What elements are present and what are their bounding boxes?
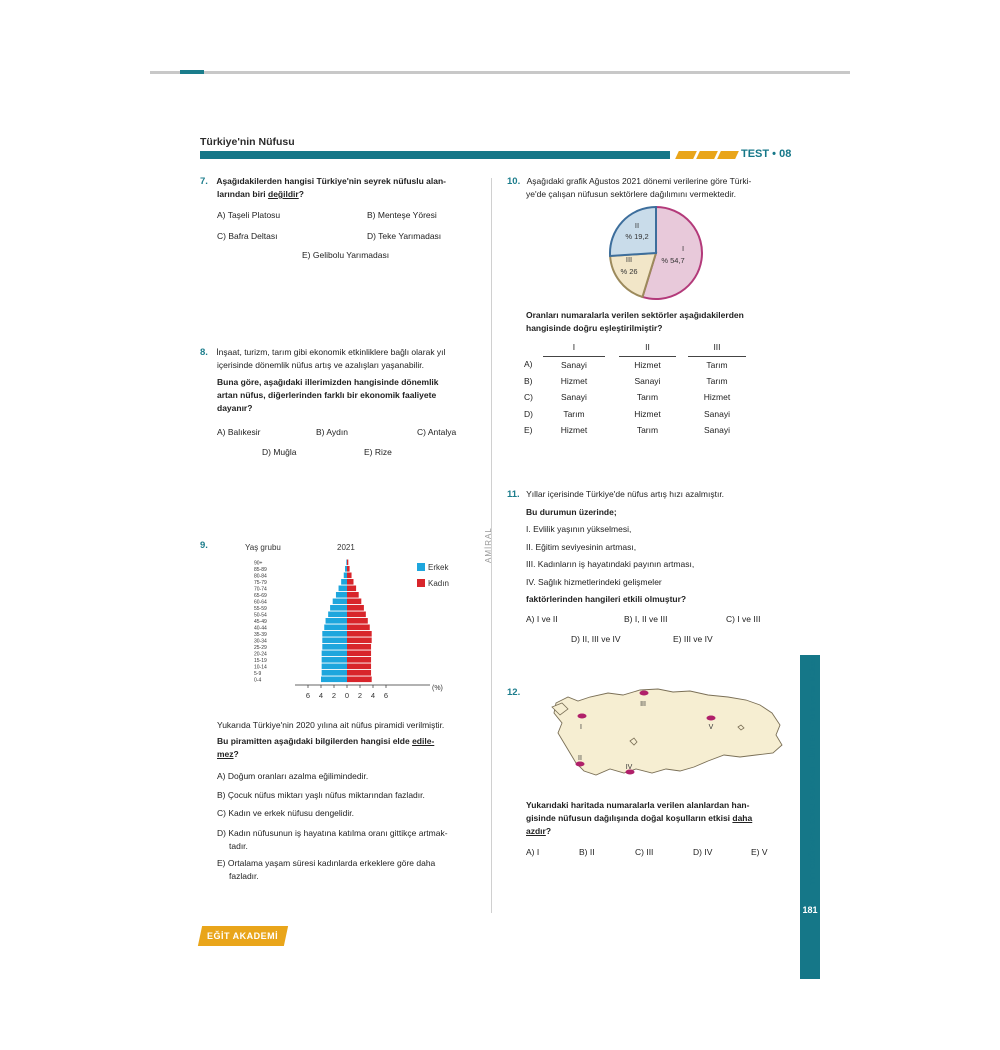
- question-prompt: gisinde nüfusun dağılışında doğal koşulların etkisi: [526, 813, 733, 823]
- pyramid-age-label: 45-49: [254, 619, 267, 625]
- pyramid-bar-female: [347, 677, 372, 683]
- pie-label-ii: II: [634, 221, 640, 230]
- cell: Sanayi: [634, 375, 661, 386]
- question-prompt-emphasis: mez: [217, 749, 234, 759]
- cell: Hizmet: [703, 392, 731, 403]
- question-7: [200, 175, 480, 201]
- pyramid-bar-female: [347, 644, 371, 650]
- pyramid-age-label: 55-59: [254, 606, 267, 612]
- pyramid-age-label: 25-29: [254, 645, 267, 651]
- statement-ii: II. Eğitim seviyesinin artması,: [526, 541, 637, 552]
- question-prompt-emphasis: edile-: [412, 736, 435, 746]
- pyramid-bar-female: [347, 586, 356, 592]
- pyramid-bar-female: [347, 651, 371, 657]
- pyramid-age-label: 75-79: [254, 580, 267, 586]
- row-letter: C): [524, 392, 533, 403]
- pyramid-age-label: 30-34: [254, 638, 267, 645]
- option-b[interactable]: B) II: [579, 847, 595, 857]
- question-stem: Yıllar içerisinde Türkiye'de nüfus artış hızı azalmıştır.: [526, 489, 725, 499]
- statement-iv: IV. Sağlık hizmetlerindeki gelişmeler: [526, 576, 662, 587]
- map-label-i: I: [580, 724, 582, 731]
- option-c[interactable]: C) Antalya: [417, 427, 457, 437]
- pyramid-bar-female: [347, 625, 370, 631]
- option-c[interactable]: C) Bafra Deltası: [217, 231, 278, 241]
- pyramid-bar-male: [339, 586, 347, 592]
- pyramid-bar-female: [347, 664, 371, 670]
- legend-female-label: Kadın: [428, 579, 449, 588]
- question-prompt: dayanır?: [217, 403, 253, 413]
- pie-value-iii: % 26: [620, 267, 638, 276]
- option-a[interactable]: A) Balıkesir: [217, 427, 261, 437]
- pyramid-bar-female: [347, 612, 366, 618]
- pyramid-bar-female: [347, 573, 352, 579]
- pyramid-bar-female: [347, 631, 372, 637]
- cell: Tarım: [706, 375, 728, 386]
- pyramid-age-label: 15-19: [254, 658, 267, 664]
- pyramid-bar-male: [341, 579, 347, 585]
- question-prompt: faktörlerinden hangileri etkili olmuştur?: [526, 594, 687, 604]
- cell: Hizmet: [634, 408, 661, 419]
- question-9-text: [217, 719, 482, 761]
- question-stem: Aşağıdakilerden hangisi Türkiye'nin seyrek nüfuslu alan-: [216, 176, 447, 186]
- pyramid-title: 2021: [337, 543, 355, 552]
- answer-row-a[interactable]: [524, 356, 746, 373]
- pyramid-age-label: 65-69: [254, 593, 267, 599]
- sector-pie-chart: [603, 203, 709, 303]
- header-stripe: [717, 151, 739, 159]
- pyramid-age-label: 80-84: [254, 573, 267, 580]
- question-stem: Aşağıdaki grafik Ağustos 2021 dönemi verilerine göre Türki-: [526, 176, 752, 186]
- pyramid-tick-label: 4: [370, 691, 376, 700]
- question-number: 7.: [200, 176, 208, 187]
- option-d-line: tadır.: [229, 841, 248, 851]
- option-a[interactable]: A) Doğum oranları azalma eğilimindedir.: [217, 771, 369, 781]
- option-d[interactable]: D) Muğla: [262, 447, 297, 457]
- option-b[interactable]: B) I, II ve III: [624, 614, 668, 624]
- question-stem: içerisinde dönemlik nüfus artış ve azalışları yaşanabilir.: [217, 360, 424, 370]
- pyramid-tick-label: 2: [357, 691, 363, 700]
- question-prompt: ?: [545, 826, 552, 836]
- map-area-iii[interactable]: [640, 691, 649, 696]
- pyramid-age-label: 10-14: [254, 664, 267, 671]
- pyramid-bar-female: [347, 599, 361, 605]
- pyramid-bar-male: [328, 612, 347, 618]
- answer-row-b[interactable]: [524, 373, 746, 390]
- pyramid-age-label: 90+: [254, 560, 263, 567]
- legend-male-label: Erkek: [428, 563, 449, 572]
- question-stem-emphasis: değildir: [268, 189, 299, 199]
- pyramid-bar-female: [347, 566, 350, 572]
- pyramid-bar-male: [344, 573, 347, 579]
- pyramid-tick-label: 4: [318, 691, 324, 700]
- cell: Tarım: [636, 425, 659, 436]
- pyramid-age-label: 0-4: [254, 677, 262, 684]
- question-prompt: Oranları numaralarla verilen sektörler aşağıdakilerden: [526, 310, 744, 320]
- header-bar: [200, 151, 670, 159]
- pyramid-bar-male: [322, 638, 347, 644]
- statement-i: I. Evlilik yaşının yükselmesi,: [526, 524, 632, 534]
- question-10-prompt: [526, 309, 796, 335]
- col-header-i: I: [543, 338, 605, 356]
- cell: Tarım: [706, 359, 728, 370]
- question-prompt: hangisinde doğru eşleştirilmiştir?: [526, 323, 663, 333]
- cell: Hizmet: [560, 425, 588, 436]
- pyramid-bar-female: [347, 657, 371, 663]
- pyramid-tick-label: 6: [383, 691, 389, 700]
- question-prompt: ?: [233, 749, 239, 759]
- turkey-map: [548, 683, 788, 788]
- pyramid-bar-female: [347, 605, 364, 611]
- map-area-v[interactable]: [707, 716, 716, 721]
- option-e[interactable]: [217, 857, 435, 883]
- question-prompt: Bu durumun üzerinde;: [526, 506, 617, 517]
- cell: Sanayi: [560, 359, 587, 370]
- option-e-line: E) Ortalama yaşam süresi kadınlarda erkeklere göre daha: [217, 858, 436, 868]
- row-letter: A): [524, 359, 533, 370]
- question-stem: İnşaat, turizm, tarım gibi ekonomik etkinliklere bağlı olarak yıl: [216, 347, 446, 357]
- pyramid-bar-female: [347, 592, 359, 598]
- top-accent: [180, 70, 204, 74]
- pyramid-tick-label: 6: [305, 691, 311, 700]
- option-d[interactable]: D) II, III ve IV: [571, 634, 621, 644]
- option-b[interactable]: B) Aydın: [316, 427, 348, 437]
- pyramid-tick-label: 0: [344, 691, 350, 700]
- option-b[interactable]: B) Çocuk nüfus miktarı yaşlı nüfus miktarından fazladır.: [217, 790, 425, 800]
- question-prompt: artan nüfus, diğerlerinden farklı bir ekonomik faaliyete: [217, 390, 437, 400]
- question-prompt: Bu piramitten aşağıdaki bilgilerden hangisi elde: [217, 736, 413, 746]
- pyramid-tick-label: 2: [331, 691, 337, 700]
- map-label-v: V: [708, 724, 714, 731]
- option-e[interactable]: E) Gelibolu Yarımadası: [302, 250, 390, 260]
- cell: Hizmet: [560, 375, 588, 386]
- pyramid-bar-male: [345, 566, 347, 572]
- cell: Sanayi: [703, 408, 730, 419]
- pyramid-ylabel: Yaş grubu: [245, 543, 281, 552]
- option-a[interactable]: A) Taşeli Platosu: [217, 210, 281, 220]
- publisher-logo-text: EĞİT AKADEMİ: [207, 931, 279, 941]
- pyramid-age-label: 60-64: [254, 599, 267, 606]
- pyramid-age-label: 40-44: [254, 625, 267, 632]
- header-stripe: [696, 151, 718, 159]
- pie-label-i: I: [681, 244, 685, 253]
- question-stem: ?: [298, 189, 304, 199]
- pyramid-bar-male: [321, 677, 347, 683]
- col-header-iii: III: [688, 338, 746, 356]
- pyramid-bar-male: [322, 631, 347, 637]
- population-pyramid: [240, 538, 480, 708]
- question-number: 8.: [200, 347, 208, 358]
- option-e[interactable]: E) V: [751, 847, 768, 857]
- option-d[interactable]: D) Teke Yarımadası: [367, 231, 442, 241]
- answer-table: [524, 338, 746, 439]
- pyramid-bar-male: [322, 664, 347, 670]
- pie-value-i: % 54,7: [661, 256, 685, 265]
- option-e[interactable]: E) Rize: [364, 447, 392, 457]
- legend-male-swatch: [417, 563, 425, 571]
- question-number: 12.: [507, 687, 521, 698]
- pyramid-age-label: 85-89: [254, 567, 267, 573]
- cell: Hizmet: [634, 359, 661, 370]
- pyramid-bar-male: [336, 592, 347, 598]
- option-a[interactable]: A) I ve II: [526, 614, 558, 624]
- question-prompt-emphasis: daha: [732, 813, 753, 823]
- option-d-line: D) Kadın nüfusunun iş hayatına katılma oranı gittikçe artmak-: [217, 828, 448, 838]
- pyramid-bar-male: [326, 618, 347, 624]
- statement-iii: III. Kadınların iş hayatındaki payının artması,: [526, 559, 695, 569]
- turkey-outline: [554, 689, 782, 775]
- option-d[interactable]: D) IV: [693, 847, 713, 857]
- pyramid-bar-male: [322, 651, 347, 657]
- pyramid-bar-female: [347, 618, 368, 624]
- pyramid-bar-male: [346, 560, 347, 566]
- cell: Sanayi: [560, 392, 587, 403]
- answer-row-c[interactable]: [524, 389, 746, 406]
- header-stripe: [675, 151, 697, 159]
- legend-female-swatch: [417, 579, 425, 587]
- pyramid-bar-female: [347, 560, 348, 566]
- question-stem: larından biri: [217, 189, 269, 199]
- top-rule: [150, 71, 850, 74]
- pyramid-bar-male: [322, 657, 347, 663]
- cell: Tarım: [636, 392, 659, 403]
- cell: Tarım: [563, 408, 585, 419]
- question-stem: Yukarıda Türkiye'nin 2020 yılına ait nüfus piramidi verilmiştir.: [217, 720, 445, 730]
- test-label: TEST • 08: [741, 148, 792, 160]
- question-number: 10.: [507, 176, 521, 187]
- option-e-line: fazladır.: [229, 871, 259, 881]
- question-number: 11.: [507, 489, 520, 500]
- option-e[interactable]: E) III ve IV: [673, 634, 713, 644]
- question-12-prompt: [526, 799, 796, 838]
- col-header-ii: II: [619, 338, 675, 356]
- option-a[interactable]: A) I: [526, 847, 540, 857]
- option-c[interactable]: C) I ve III: [726, 614, 761, 624]
- divider-label: AMİRAL: [484, 527, 493, 563]
- pyramid-bar-female: [347, 579, 354, 585]
- map-label-iv: IV: [625, 764, 633, 771]
- question-stem: ye'de çalışan nüfusun sektörlere dağılımını vermektedir.: [526, 189, 736, 199]
- option-c[interactable]: C) III: [635, 847, 654, 857]
- option-b[interactable]: B) Menteşe Yöresi: [367, 210, 437, 220]
- pyramid-age-label: 20-24: [254, 651, 267, 658]
- pyramid-age-label: 5-9: [254, 671, 262, 677]
- map-label-ii: II: [578, 755, 582, 762]
- pyramid-bar-male: [322, 644, 347, 650]
- pyramid-bar-female: [347, 670, 371, 676]
- pie-value-ii: % 19,2: [625, 232, 649, 241]
- pyramid-bar-male: [330, 605, 347, 611]
- pyramid-age-label: 35-39: [254, 632, 267, 638]
- sidebar-title: TYT COĞRAFYA SORU BANKASI • ÜNİTE• ::: Türkiye'nin Nüfusu: [808, 655, 817, 885]
- pyramid-age-label: 50-54: [254, 612, 267, 619]
- question-11: [507, 486, 792, 609]
- pyramid-unit: (%): [432, 685, 443, 692]
- pyramid-age-label: 70-74: [254, 586, 267, 593]
- question-8: [200, 346, 485, 415]
- map-label-iii: III: [640, 701, 646, 708]
- row-letter: D): [524, 408, 533, 419]
- row-letter: E): [524, 425, 533, 436]
- pyramid-bar-female: [347, 638, 372, 644]
- map-area-ii[interactable]: [576, 762, 585, 767]
- question-number: 9.: [200, 540, 208, 551]
- pyramid-bar-male: [322, 670, 347, 676]
- answer-row-d[interactable]: [524, 406, 746, 423]
- map-area-i[interactable]: [578, 714, 587, 719]
- pyramid-bar-male: [324, 625, 347, 631]
- option-c[interactable]: C) Kadın ve erkek nüfusu dengelidir.: [217, 808, 355, 818]
- pyramid-bar-male: [333, 599, 347, 605]
- question-10: [507, 175, 792, 201]
- question-prompt-emphasis: azdır: [526, 826, 546, 836]
- pie-label-iii: III: [625, 255, 633, 264]
- answer-row-e[interactable]: [524, 422, 746, 439]
- cell: Sanayi: [703, 425, 730, 436]
- page-number: 181: [802, 905, 818, 915]
- row-letter: B): [524, 375, 533, 386]
- section-title: Türkiye'nin Nüfusu: [200, 136, 295, 148]
- question-prompt: Yukarıdaki haritada numaralarla verilen alanlardan han-: [526, 800, 750, 810]
- question-prompt: Buna göre, aşağıdaki illerimizden hangisinde dönemlik: [217, 377, 439, 387]
- option-d[interactable]: [217, 827, 448, 853]
